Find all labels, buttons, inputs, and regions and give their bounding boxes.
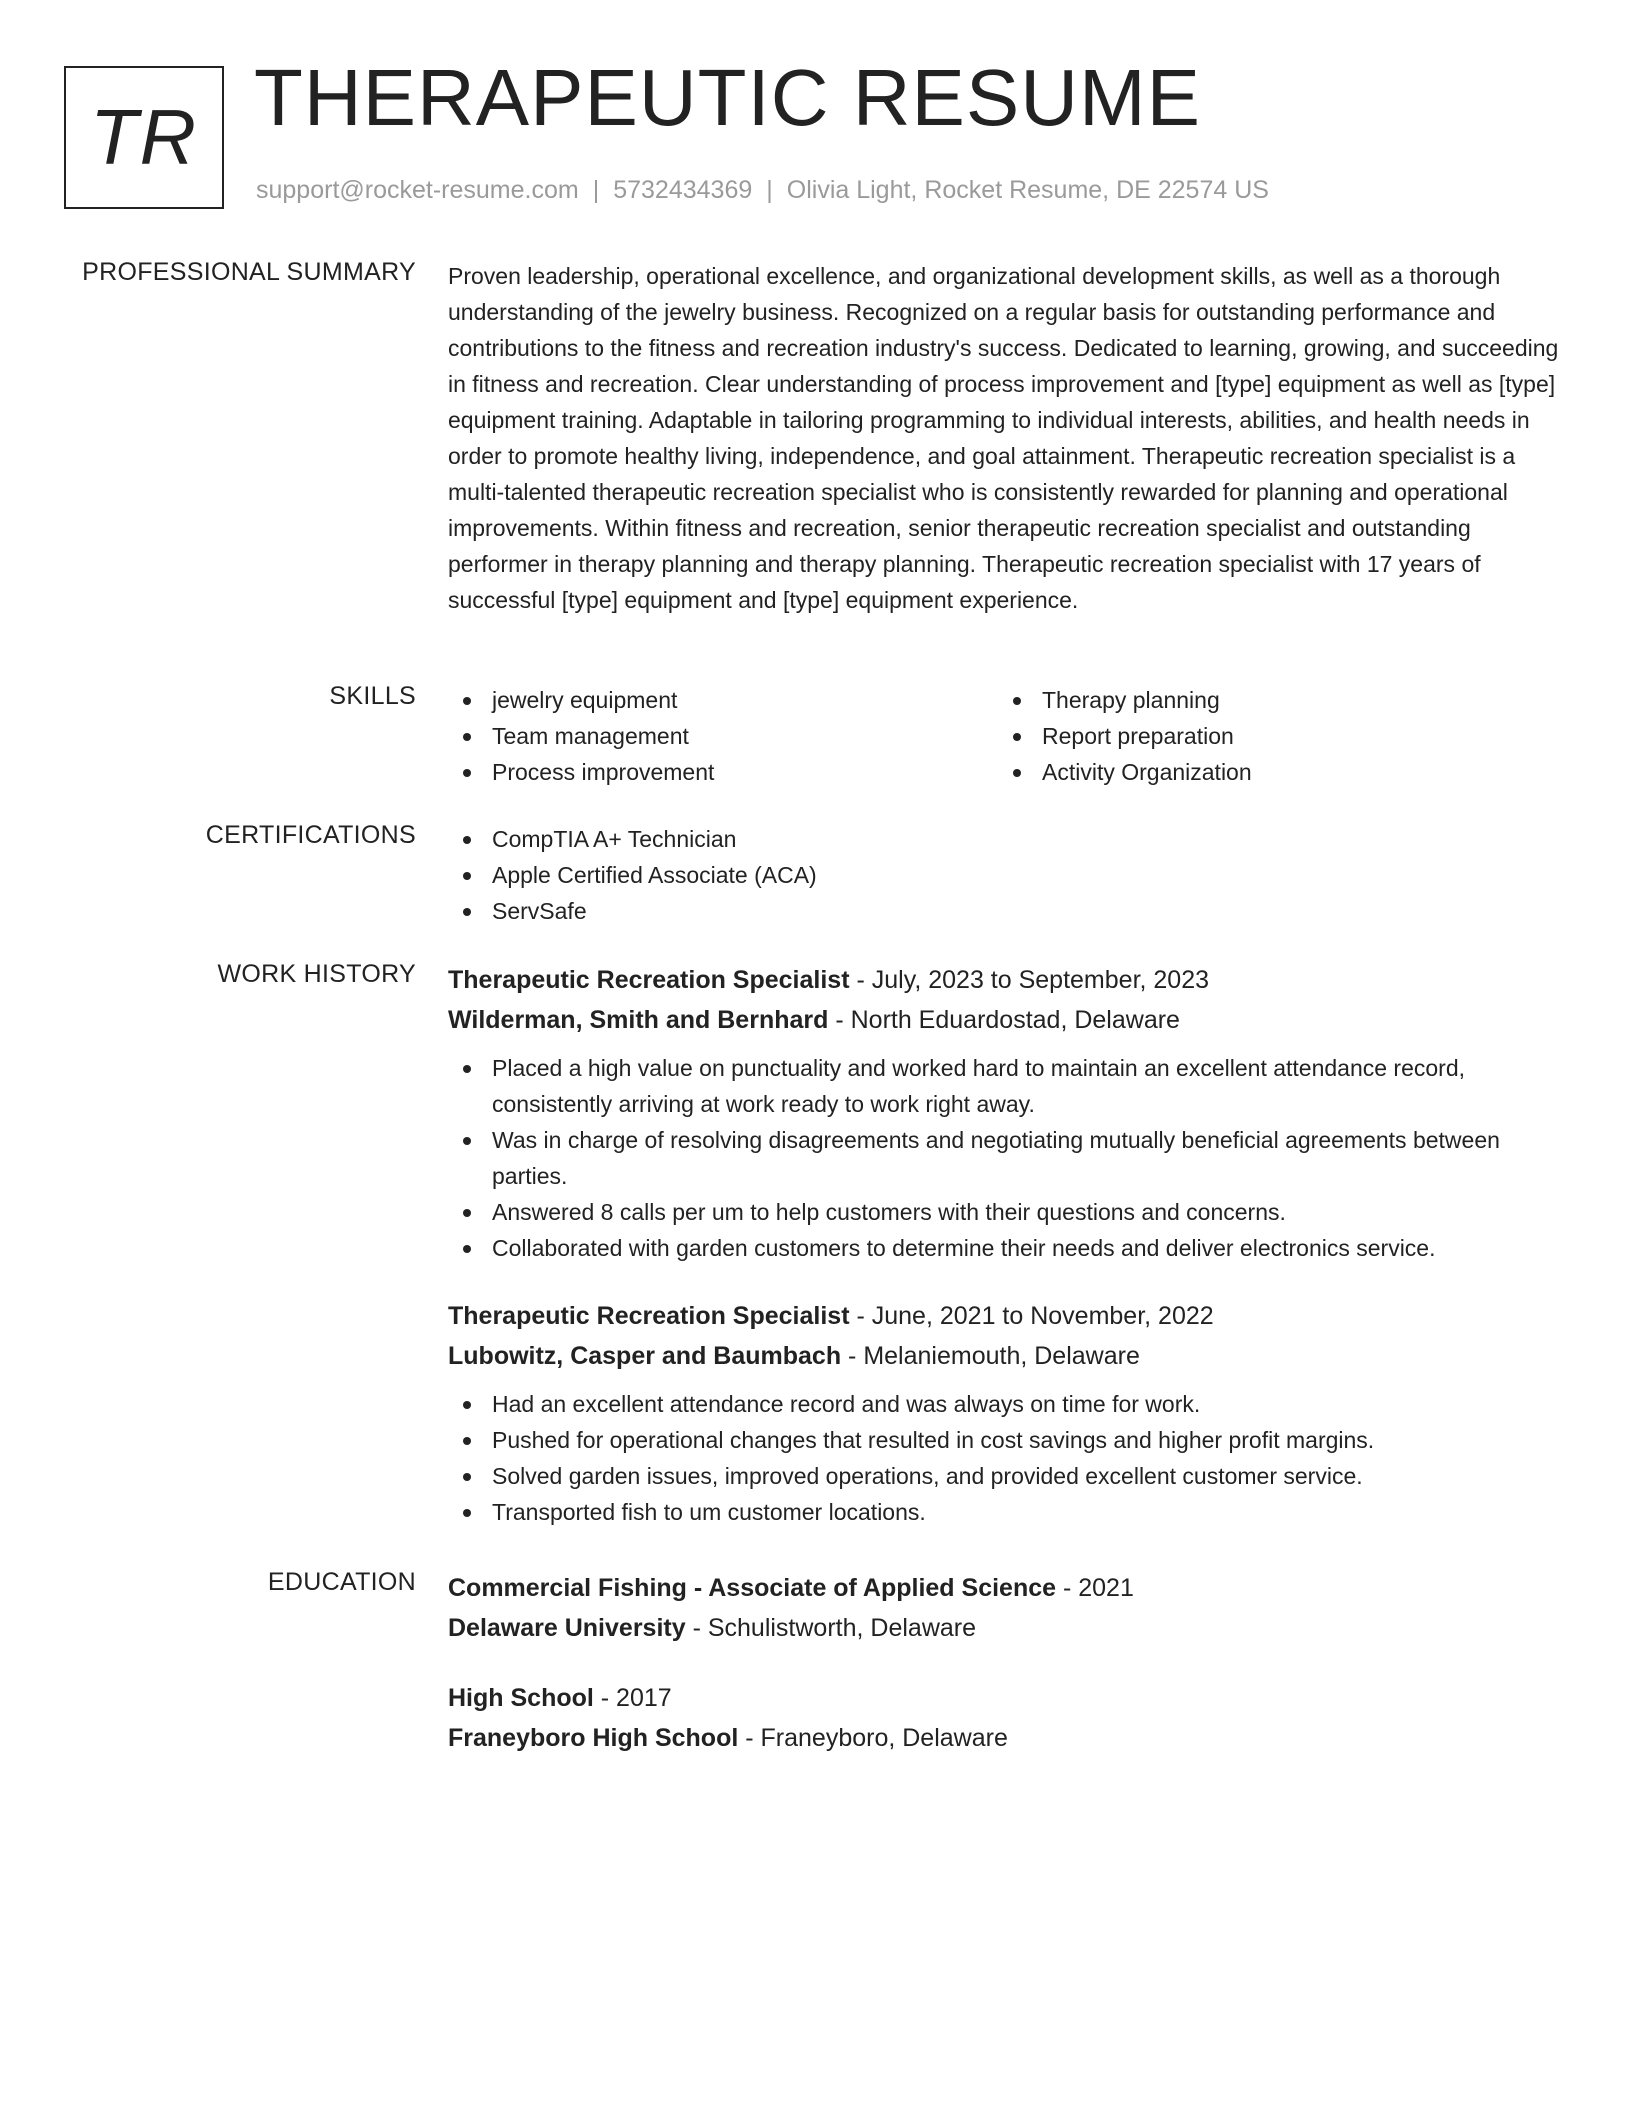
education-entry — [448, 1678, 1568, 1758]
skills-list-left — [448, 682, 998, 790]
skills-list-right — [998, 682, 1548, 790]
monogram-logo — [64, 66, 224, 209]
contact-email[interactable]: support@rocket-resume.com — [256, 176, 579, 204]
skills-label: SKILLS — [329, 682, 416, 710]
list-item: Apple Certified Associate (ACA) — [448, 857, 1568, 893]
education-school: Franeyboro High School — [448, 1724, 739, 1752]
education-location: - Schulistworth, Delaware — [685, 1614, 977, 1642]
job-company: Lubowitz, Casper and Baumbach — [448, 1342, 842, 1370]
contact-separator: | — [766, 176, 773, 204]
list-item: Was in charge of resolving disagreements and negotiating mutually beneficial agreements between parties. — [448, 1122, 1568, 1194]
monogram-text: TR — [90, 93, 198, 181]
list-item: jewelry equipment — [448, 682, 998, 718]
job-bullets — [448, 1050, 1568, 1266]
education-location: - Franeyboro, Delaware — [738, 1724, 1008, 1752]
list-item: Process improvement — [448, 754, 998, 790]
summary-label: PROFESSIONAL SUMMARY — [82, 258, 416, 286]
job-title: Therapeutic Recreation Specialist — [448, 966, 850, 994]
job-entry — [448, 960, 1568, 1266]
certifications-list — [448, 821, 1568, 929]
job-dates: - July, 2023 to September, 2023 — [849, 966, 1210, 994]
certifications-body — [448, 821, 1568, 929]
job-location: - Melaniemouth, Delaware — [841, 1342, 1140, 1370]
list-item: Answered 8 calls per um to help customers with their questions and concerns. — [448, 1194, 1568, 1230]
education-degree: Commercial Fishing - Associate of Applied Science — [448, 1574, 1057, 1602]
education-year: - 2017 — [593, 1684, 672, 1712]
list-item: Activity Organization — [998, 754, 1548, 790]
education-body — [448, 1568, 1568, 1758]
list-item: Transported fish to um customer locations. — [448, 1494, 1568, 1530]
job-company-line — [448, 1000, 1568, 1040]
education-year: - 2021 — [1056, 1574, 1134, 1602]
job-title: Therapeutic Recreation Specialist — [448, 1302, 850, 1330]
job-bullets — [448, 1386, 1568, 1530]
summary-text: Proven leadership, operational excellence, and organizational development skills, as well as a thorough understanding of the jewelry business. Recognized on a regular basis for outstanding performance and contributions to the fitness and recreation industry's success. Dedicated to learning, growing, and succeeding in fitness and recreation. Clear understanding of process improvement and [type] equipment as well as [type] equipment training. Adaptable in tailoring programming to individual interests, abilities, and health needs in order to promote healthy living, independence, and goal attainment. Therapeutic recreation specialist is a multi-talented therapeutic recreation specialist who is consistently rewarded for planning and operational improvements. Within fitness and recreation, senior therapeutic recreation specialist and outstanding performer in therapy planning and therapy planning. Therapeutic recreation specialist with 17 years of successful [type] equipment and [type] equipment experience. — [448, 263, 1559, 613]
list-item: Placed a high value on punctuality and worked hard to maintain an excellent attendance record, consistently arriving at work ready to work right away. — [448, 1050, 1568, 1122]
job-location: - North Eduardostad, Delaware — [828, 1006, 1180, 1034]
certifications-label: CERTIFICATIONS — [205, 821, 416, 849]
education-school: Delaware University — [448, 1614, 686, 1642]
list-item: Had an excellent attendance record and was always on time for work. — [448, 1386, 1568, 1422]
job-title-line — [448, 960, 1568, 1000]
resume-title: THERAPEUTIC RESUME — [254, 53, 1201, 142]
skills-body — [448, 682, 1568, 790]
education-degree-line — [448, 1568, 1568, 1608]
education-entry — [448, 1568, 1568, 1648]
work-history-body — [448, 960, 1568, 1530]
job-entry — [448, 1296, 1568, 1530]
education-degree-line — [448, 1678, 1568, 1718]
work-history-label: WORK HISTORY — [217, 960, 416, 988]
job-company: Wilderman, Smith and Bernhard — [448, 1006, 829, 1034]
list-item: CompTIA A+ Technician — [448, 821, 1568, 857]
contact-separator: | — [592, 176, 600, 204]
list-item: Report preparation — [998, 718, 1548, 754]
job-dates: - June, 2021 to November, 2022 — [849, 1302, 1214, 1330]
summary-body — [448, 258, 1568, 618]
contact-address: Olivia Light, Rocket Resume, DE 22574 US — [786, 176, 1269, 204]
list-item: Solved garden issues, improved operations, and provided excellent customer service. — [448, 1458, 1568, 1494]
list-item: ServSafe — [448, 893, 1568, 929]
list-item: Pushed for operational changes that resulted in cost savings and higher profit margins. — [448, 1422, 1568, 1458]
job-company-line — [448, 1336, 1568, 1376]
contact-line — [256, 176, 1269, 205]
list-item: Therapy planning — [998, 682, 1548, 718]
education-school-line — [448, 1718, 1568, 1758]
job-title-line — [448, 1296, 1568, 1336]
contact-phone[interactable]: 5732434369 — [613, 176, 753, 204]
education-label: EDUCATION — [267, 1568, 416, 1596]
education-degree: High School — [448, 1684, 594, 1712]
education-school-line — [448, 1608, 1568, 1648]
list-item: Team management — [448, 718, 998, 754]
list-item: Collaborated with garden customers to determine their needs and deliver electronics service. — [448, 1230, 1568, 1266]
